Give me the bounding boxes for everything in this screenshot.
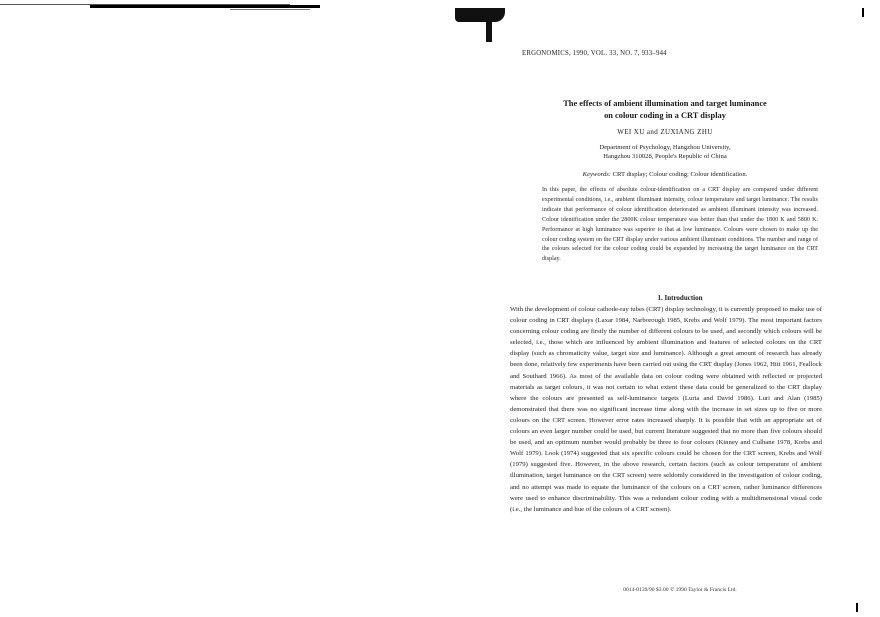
title-line-1: The effects of ambient illumination and target luminance (563, 99, 767, 108)
scan-blot-mark (455, 8, 505, 22)
scan-rule-thin (230, 9, 310, 10)
affiliation-line-1: Department of Psychology, Hangzhou University, (599, 144, 731, 151)
scan-rule-top (90, 5, 320, 8)
journal-citation: ERGONOMICS, 1990, VOL. 33, NO. 7, 933–944 (522, 50, 667, 57)
introduction-body: With the development of colour cathode-ray tubes (CRT) display technology, it is currently proposed to make use of colour coding in CRT displays (Laxar 1984, Narborough 1985, Krebs and Wolf 1979). The most important factors concerning colour coding are firstly the number of different colours to be used, and secondly which colours will be selected, i.e., those which are influenced by ambient illumination and features of selected colours on the CRT display (such as chromaticity value, target size and luminance). Although a great amount of research has already been done, relatively few experiments have been carried out using the CRT display (Jones 1962, Hitt 1961, Feallock and Southard 1966). As most of the available data on colour coding were obtained with reflected or projected materials as target colours, it was not certain to what extent these data could be generalized to the CRT display where the colours are presented as self-luminance targets (Luria and David 1986). Luri and Alan (1985) demonstrated that there was no significant increase time along with the increase in set sizes up to five or more colours on the CRT screen. However error rates increased sharply. It is possible that with an appropriate set of colours an even larger number could be used, but current literature suggested that no more than five colours should be used, and an optimum number would probably be three to four colours (Kinney and Culhane 1978, Krebs and Wolf 1979). Look (1974) suggested that six specific colours could be chosen for the CRT screen, Krebs and Wolf (1979) suggested five. However, in the above research, certain factors (such as colour temperature of ambient illumination, target luminance on the CRT screen) were seldomly considered in the investigation of colour coding, and no attempt was made to equate the luminance of the colours on a CRT screen, rather luminance differences were used to enhance discriminability. This was a redundant colour coding with a multidimensional visual code (i.e., the luminance and hue of the colours of a CRT screen). (510, 306, 822, 513)
article-title (540, 98, 790, 122)
title-line-2: on colour coding in a CRT display (604, 111, 726, 120)
author-line: WEI XU and ZUXIANG ZHU (617, 128, 713, 136)
edge-mark-right-bottom (856, 603, 858, 612)
edge-mark-right-top (862, 8, 864, 17)
affiliation-line-2: Hangzhou 310028, People's Republic of China (603, 153, 727, 160)
keywords-text: CRT display; Colour coding; Colour identification. (612, 171, 748, 178)
scan-blot-drip (486, 14, 492, 42)
keywords (540, 171, 790, 178)
abstract: In this paper, the effects of absolute colour-identification on a CRT display are compared under different experimental conditions, i.e., ambient illuminant intensity, colour temperature and target luminance. The results indicate that performance of colour identification deteriorated as ambient illuminant intensity was increased. Colour identification under the 2800K colour temperature was better than that under the 1800 K and 5800 K. Performance at high luminance was superior to that at low luminance. Colours were chosen to make up the colour coding system on the CRT display under various ambient illuminant conditions. The number and range of the colours selected for the colour coding could be expanded by increasing the target luminance on the CRT display. (542, 187, 818, 263)
affiliation (540, 143, 790, 161)
keywords-label: Keywords: (582, 171, 611, 178)
copyright-line: 0014-0139/90 $3.00 © 1990 Taylor & Francis Ltd. (623, 587, 737, 593)
section-heading-introduction: 1. Introduction (657, 294, 703, 302)
